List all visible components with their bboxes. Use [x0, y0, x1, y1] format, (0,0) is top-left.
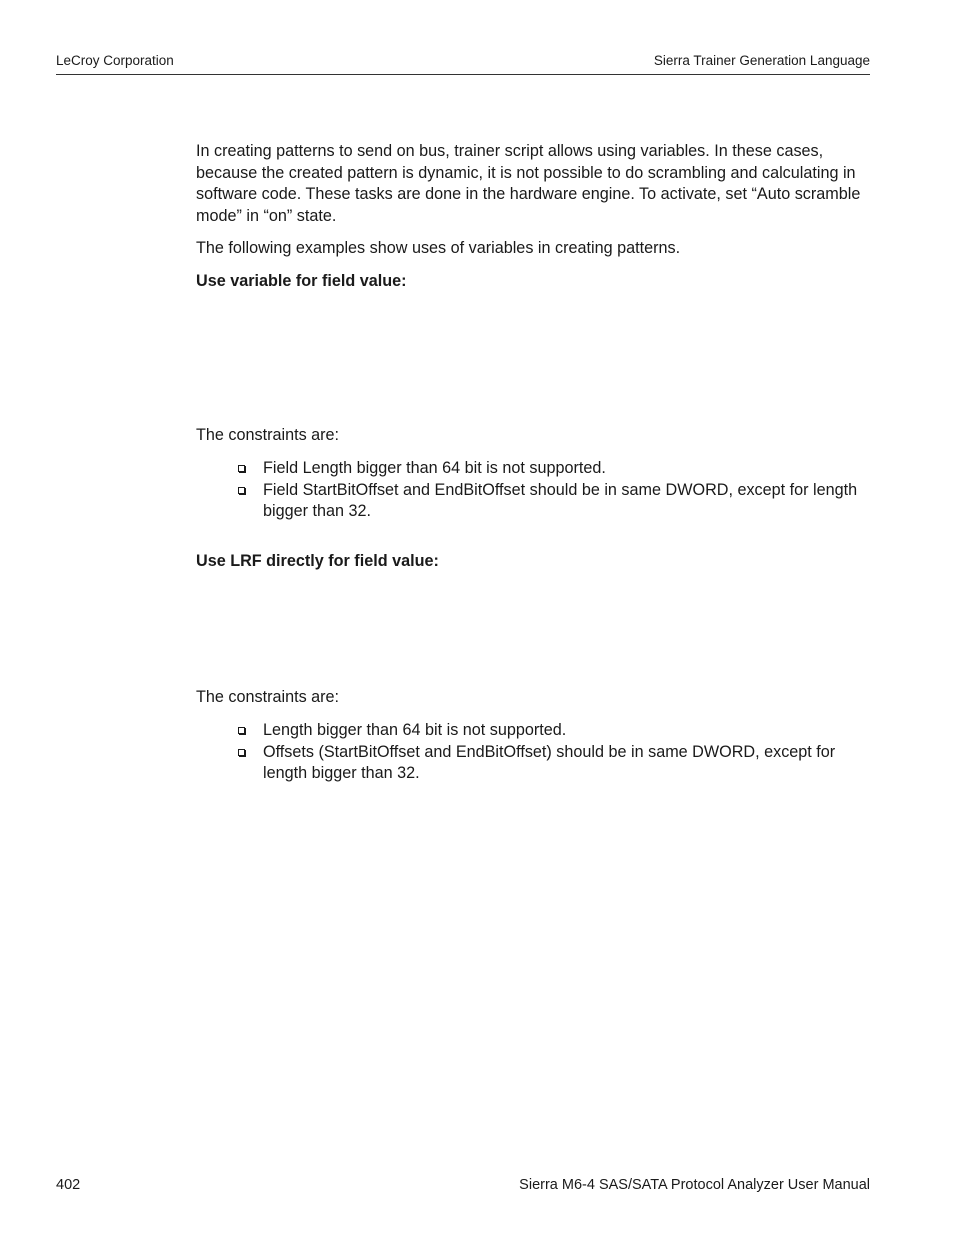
checkbox-bullet-icon — [238, 749, 245, 756]
checkbox-bullet-icon — [238, 727, 245, 734]
intro-paragraph: In creating patterns to send on bus, trainer script allows using variables. In these cases, because the created pattern is dynamic, it is not possible to do scrambling and calculating in software code. These tasks are done in the hardware engine. To activate, set “Auto scramble mode” in “on” state. — [196, 142, 861, 225]
footer-manual-title: Sierra M6-4 SAS/SATA Protocol Analyzer User Manual — [519, 1177, 870, 1193]
page-header — [56, 53, 870, 75]
section2-constraints-list — [238, 720, 870, 785]
section1-constraints-label: The constraints are: — [196, 426, 340, 444]
header-section-title: Sierra Trainer Generation Language — [653, 53, 870, 68]
section2-constraints-label: The constraints are: — [196, 688, 340, 706]
section1-heading: Use variable for field value: — [196, 272, 407, 290]
checkbox-bullet-icon — [238, 465, 245, 472]
list-item — [238, 742, 870, 785]
section2-heading: Use LRF directly for field value: — [196, 552, 439, 570]
list-item — [238, 458, 870, 480]
list-item-text: Offsets (StartBitOffset and EndBitOffset) should be in same DWORD, except for length bigger than 32. — [263, 742, 836, 783]
list-item-text: Field Length bigger than 64 bit is not supported. — [263, 459, 606, 477]
section1-constraints-list — [238, 458, 870, 523]
examples-paragraph: The following examples show uses of variables in creating patterns. — [196, 239, 681, 257]
list-item-text: Field StartBitOffset and EndBitOffset should be in same DWORD, except for length bigger than 32. — [263, 480, 858, 521]
list-item — [238, 480, 870, 523]
checkbox-bullet-icon — [238, 487, 245, 494]
header-company: LeCroy Corporation — [56, 53, 174, 68]
list-item — [238, 720, 870, 742]
page-number: 402 — [56, 1177, 81, 1193]
list-item-text: Length bigger than 64 bit is not supported. — [263, 721, 567, 739]
